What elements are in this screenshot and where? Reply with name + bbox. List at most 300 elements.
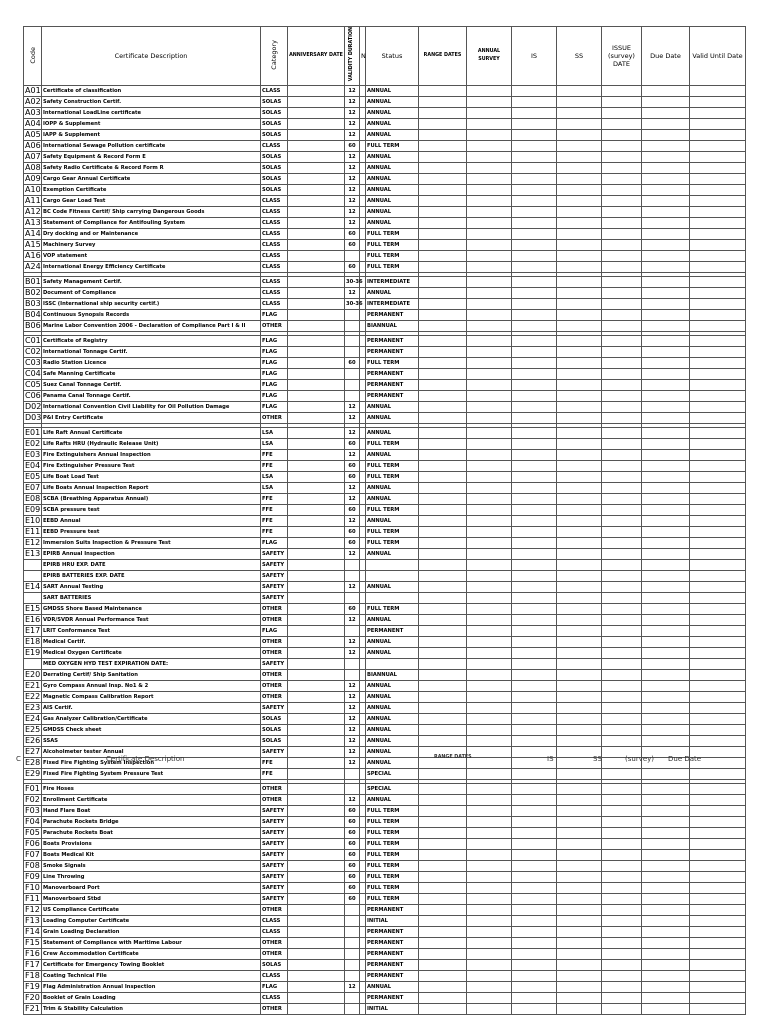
- cell-valid-until[interactable]: [690, 152, 746, 163]
- cell-issue-date[interactable]: [602, 850, 642, 861]
- cell-anniversary[interactable]: [288, 229, 345, 240]
- cell-valid-until[interactable]: [690, 982, 746, 993]
- cell-ss[interactable]: [557, 571, 602, 582]
- cell-issue-date[interactable]: [602, 960, 642, 971]
- cell-valid-until[interactable]: [690, 494, 746, 505]
- cell-ss[interactable]: [557, 299, 602, 310]
- cell-range-dates[interactable]: [419, 402, 467, 413]
- cell-anniversary[interactable]: [288, 571, 345, 582]
- cell-is[interactable]: [512, 604, 557, 615]
- cell-is[interactable]: [512, 615, 557, 626]
- cell-is[interactable]: [512, 839, 557, 850]
- cell-issue-date[interactable]: [602, 358, 642, 369]
- cell-due-date[interactable]: [642, 119, 690, 130]
- cell-annual-survey[interactable]: [467, 1004, 512, 1015]
- cell-issue-date[interactable]: [602, 321, 642, 332]
- cell-valid-until[interactable]: [690, 413, 746, 424]
- cell-is[interactable]: [512, 938, 557, 949]
- cell-range-dates[interactable]: [419, 795, 467, 806]
- cell-valid-until[interactable]: [690, 938, 746, 949]
- cell-ss[interactable]: [557, 648, 602, 659]
- cell-due-date[interactable]: [642, 428, 690, 439]
- cell-range-dates[interactable]: [419, 472, 467, 483]
- cell-anniversary[interactable]: [288, 439, 345, 450]
- cell-is[interactable]: [512, 538, 557, 549]
- cell-ss[interactable]: [557, 310, 602, 321]
- cell-ss[interactable]: [557, 938, 602, 949]
- cell-issue-date[interactable]: [602, 483, 642, 494]
- cell-is[interactable]: [512, 549, 557, 560]
- cell-is[interactable]: [512, 681, 557, 692]
- cell-ss[interactable]: [557, 439, 602, 450]
- cell-range-dates[interactable]: [419, 549, 467, 560]
- cell-annual-survey[interactable]: [467, 97, 512, 108]
- cell-annual-survey[interactable]: [467, 152, 512, 163]
- cell-annual-survey[interactable]: [467, 347, 512, 358]
- cell-valid-until[interactable]: [690, 670, 746, 681]
- cell-range-dates[interactable]: [419, 626, 467, 637]
- cell-anniversary[interactable]: [288, 894, 345, 905]
- cell-anniversary[interactable]: [288, 604, 345, 615]
- cell-due-date[interactable]: [642, 593, 690, 604]
- cell-ss[interactable]: [557, 982, 602, 993]
- cell-valid-until[interactable]: [690, 288, 746, 299]
- cell-range-dates[interactable]: [419, 971, 467, 982]
- cell-is[interactable]: [512, 582, 557, 593]
- cell-issue-date[interactable]: [602, 681, 642, 692]
- cell-anniversary[interactable]: [288, 347, 345, 358]
- cell-annual-survey[interactable]: [467, 505, 512, 516]
- cell-anniversary[interactable]: [288, 828, 345, 839]
- cell-issue-date[interactable]: [602, 516, 642, 527]
- cell-issue-date[interactable]: [602, 560, 642, 571]
- cell-range-dates[interactable]: [419, 86, 467, 97]
- cell-is[interactable]: [512, 736, 557, 747]
- cell-annual-survey[interactable]: [467, 784, 512, 795]
- cell-ss[interactable]: [557, 916, 602, 927]
- cell-annual-survey[interactable]: [467, 850, 512, 861]
- cell-valid-until[interactable]: [690, 850, 746, 861]
- cell-issue-date[interactable]: [602, 347, 642, 358]
- cell-issue-date[interactable]: [602, 152, 642, 163]
- cell-due-date[interactable]: [642, 769, 690, 780]
- cell-valid-until[interactable]: [690, 549, 746, 560]
- cell-valid-until[interactable]: [690, 321, 746, 332]
- cell-issue-date[interactable]: [602, 380, 642, 391]
- cell-due-date[interactable]: [642, 413, 690, 424]
- cell-anniversary[interactable]: [288, 119, 345, 130]
- cell-is[interactable]: [512, 218, 557, 229]
- cell-due-date[interactable]: [642, 391, 690, 402]
- cell-due-date[interactable]: [642, 839, 690, 850]
- cell-anniversary[interactable]: [288, 380, 345, 391]
- cell-ss[interactable]: [557, 494, 602, 505]
- cell-valid-until[interactable]: [690, 703, 746, 714]
- cell-issue-date[interactable]: [602, 251, 642, 262]
- cell-ss[interactable]: [557, 483, 602, 494]
- cell-anniversary[interactable]: [288, 681, 345, 692]
- cell-due-date[interactable]: [642, 714, 690, 725]
- cell-annual-survey[interactable]: [467, 516, 512, 527]
- cell-issue-date[interactable]: [602, 174, 642, 185]
- cell-annual-survey[interactable]: [467, 321, 512, 332]
- cell-range-dates[interactable]: [419, 769, 467, 780]
- cell-range-dates[interactable]: [419, 905, 467, 916]
- cell-annual-survey[interactable]: [467, 130, 512, 141]
- cell-ss[interactable]: [557, 461, 602, 472]
- cell-issue-date[interactable]: [602, 883, 642, 894]
- cell-range-dates[interactable]: [419, 299, 467, 310]
- cell-ss[interactable]: [557, 626, 602, 637]
- cell-is[interactable]: [512, 174, 557, 185]
- cell-issue-date[interactable]: [602, 982, 642, 993]
- cell-due-date[interactable]: [642, 659, 690, 670]
- cell-valid-until[interactable]: [690, 369, 746, 380]
- cell-annual-survey[interactable]: [467, 795, 512, 806]
- cell-range-dates[interactable]: [419, 538, 467, 549]
- cell-anniversary[interactable]: [288, 461, 345, 472]
- cell-is[interactable]: [512, 207, 557, 218]
- cell-valid-until[interactable]: [690, 758, 746, 769]
- cell-is[interactable]: [512, 648, 557, 659]
- cell-due-date[interactable]: [642, 299, 690, 310]
- cell-valid-until[interactable]: [690, 817, 746, 828]
- cell-anniversary[interactable]: [288, 141, 345, 152]
- cell-issue-date[interactable]: [602, 288, 642, 299]
- cell-annual-survey[interactable]: [467, 747, 512, 758]
- cell-valid-until[interactable]: [690, 439, 746, 450]
- cell-ss[interactable]: [557, 894, 602, 905]
- cell-ss[interactable]: [557, 141, 602, 152]
- cell-annual-survey[interactable]: [467, 483, 512, 494]
- cell-ss[interactable]: [557, 670, 602, 681]
- cell-is[interactable]: [512, 450, 557, 461]
- cell-annual-survey[interactable]: [467, 692, 512, 703]
- cell-is[interactable]: [512, 593, 557, 604]
- cell-due-date[interactable]: [642, 861, 690, 872]
- cell-issue-date[interactable]: [602, 108, 642, 119]
- cell-due-date[interactable]: [642, 229, 690, 240]
- cell-anniversary[interactable]: [288, 839, 345, 850]
- cell-issue-date[interactable]: [602, 648, 642, 659]
- cell-annual-survey[interactable]: [467, 659, 512, 670]
- cell-range-dates[interactable]: [419, 839, 467, 850]
- cell-range-dates[interactable]: [419, 982, 467, 993]
- cell-is[interactable]: [512, 141, 557, 152]
- cell-annual-survey[interactable]: [467, 714, 512, 725]
- cell-issue-date[interactable]: [602, 769, 642, 780]
- cell-anniversary[interactable]: [288, 872, 345, 883]
- cell-annual-survey[interactable]: [467, 637, 512, 648]
- cell-ss[interactable]: [557, 369, 602, 380]
- cell-ss[interactable]: [557, 714, 602, 725]
- cell-valid-until[interactable]: [690, 141, 746, 152]
- cell-issue-date[interactable]: [602, 207, 642, 218]
- cell-anniversary[interactable]: [288, 703, 345, 714]
- cell-valid-until[interactable]: [690, 993, 746, 1004]
- cell-valid-until[interactable]: [690, 391, 746, 402]
- cell-range-dates[interactable]: [419, 347, 467, 358]
- cell-annual-survey[interactable]: [467, 736, 512, 747]
- cell-due-date[interactable]: [642, 439, 690, 450]
- cell-anniversary[interactable]: [288, 560, 345, 571]
- cell-range-dates[interactable]: [419, 141, 467, 152]
- cell-annual-survey[interactable]: [467, 461, 512, 472]
- cell-range-dates[interactable]: [419, 593, 467, 604]
- cell-anniversary[interactable]: [288, 692, 345, 703]
- cell-valid-until[interactable]: [690, 795, 746, 806]
- cell-is[interactable]: [512, 560, 557, 571]
- cell-due-date[interactable]: [642, 626, 690, 637]
- cell-anniversary[interactable]: [288, 185, 345, 196]
- cell-range-dates[interactable]: [419, 806, 467, 817]
- cell-valid-until[interactable]: [690, 299, 746, 310]
- cell-due-date[interactable]: [642, 604, 690, 615]
- cell-annual-survey[interactable]: [467, 703, 512, 714]
- cell-due-date[interactable]: [642, 850, 690, 861]
- cell-due-date[interactable]: [642, 905, 690, 916]
- cell-valid-until[interactable]: [690, 207, 746, 218]
- cell-is[interactable]: [512, 960, 557, 971]
- cell-ss[interactable]: [557, 380, 602, 391]
- cell-range-dates[interactable]: [419, 240, 467, 251]
- cell-annual-survey[interactable]: [467, 725, 512, 736]
- cell-range-dates[interactable]: [419, 310, 467, 321]
- cell-is[interactable]: [512, 97, 557, 108]
- cell-annual-survey[interactable]: [467, 369, 512, 380]
- cell-range-dates[interactable]: [419, 358, 467, 369]
- cell-anniversary[interactable]: [288, 971, 345, 982]
- cell-range-dates[interactable]: [419, 380, 467, 391]
- cell-ss[interactable]: [557, 288, 602, 299]
- cell-ss[interactable]: [557, 321, 602, 332]
- cell-ss[interactable]: [557, 784, 602, 795]
- cell-annual-survey[interactable]: [467, 229, 512, 240]
- cell-due-date[interactable]: [642, 218, 690, 229]
- cell-is[interactable]: [512, 949, 557, 960]
- cell-ss[interactable]: [557, 747, 602, 758]
- cell-ss[interactable]: [557, 861, 602, 872]
- cell-issue-date[interactable]: [602, 413, 642, 424]
- cell-issue-date[interactable]: [602, 185, 642, 196]
- cell-range-dates[interactable]: [419, 262, 467, 273]
- cell-due-date[interactable]: [642, 795, 690, 806]
- cell-anniversary[interactable]: [288, 288, 345, 299]
- cell-ss[interactable]: [557, 240, 602, 251]
- cell-issue-date[interactable]: [602, 494, 642, 505]
- cell-due-date[interactable]: [642, 380, 690, 391]
- cell-due-date[interactable]: [642, 516, 690, 527]
- cell-annual-survey[interactable]: [467, 119, 512, 130]
- cell-anniversary[interactable]: [288, 174, 345, 185]
- cell-annual-survey[interactable]: [467, 839, 512, 850]
- cell-is[interactable]: [512, 916, 557, 927]
- cell-is[interactable]: [512, 152, 557, 163]
- cell-range-dates[interactable]: [419, 725, 467, 736]
- cell-annual-survey[interactable]: [467, 806, 512, 817]
- cell-anniversary[interactable]: [288, 196, 345, 207]
- cell-due-date[interactable]: [642, 982, 690, 993]
- cell-range-dates[interactable]: [419, 505, 467, 516]
- cell-annual-survey[interactable]: [467, 527, 512, 538]
- cell-anniversary[interactable]: [288, 758, 345, 769]
- cell-annual-survey[interactable]: [467, 251, 512, 262]
- cell-annual-survey[interactable]: [467, 402, 512, 413]
- cell-range-dates[interactable]: [419, 229, 467, 240]
- cell-valid-until[interactable]: [690, 108, 746, 119]
- cell-ss[interactable]: [557, 681, 602, 692]
- cell-anniversary[interactable]: [288, 207, 345, 218]
- cell-anniversary[interactable]: [288, 927, 345, 938]
- cell-valid-until[interactable]: [690, 769, 746, 780]
- cell-anniversary[interactable]: [288, 637, 345, 648]
- cell-range-dates[interactable]: [419, 527, 467, 538]
- cell-range-dates[interactable]: [419, 461, 467, 472]
- cell-due-date[interactable]: [642, 310, 690, 321]
- cell-annual-survey[interactable]: [467, 277, 512, 288]
- cell-is[interactable]: [512, 850, 557, 861]
- cell-annual-survey[interactable]: [467, 549, 512, 560]
- cell-valid-until[interactable]: [690, 725, 746, 736]
- cell-range-dates[interactable]: [419, 391, 467, 402]
- cell-valid-until[interactable]: [690, 428, 746, 439]
- cell-annual-survey[interactable]: [467, 828, 512, 839]
- cell-is[interactable]: [512, 703, 557, 714]
- cell-ss[interactable]: [557, 196, 602, 207]
- cell-valid-until[interactable]: [690, 163, 746, 174]
- cell-range-dates[interactable]: [419, 883, 467, 894]
- cell-anniversary[interactable]: [288, 538, 345, 549]
- cell-anniversary[interactable]: [288, 369, 345, 380]
- cell-annual-survey[interactable]: [467, 288, 512, 299]
- cell-ss[interactable]: [557, 637, 602, 648]
- cell-issue-date[interactable]: [602, 229, 642, 240]
- cell-is[interactable]: [512, 380, 557, 391]
- cell-annual-survey[interactable]: [467, 872, 512, 883]
- cell-ss[interactable]: [557, 152, 602, 163]
- cell-due-date[interactable]: [642, 883, 690, 894]
- cell-annual-survey[interactable]: [467, 883, 512, 894]
- cell-valid-until[interactable]: [690, 229, 746, 240]
- cell-due-date[interactable]: [642, 461, 690, 472]
- cell-annual-survey[interactable]: [467, 894, 512, 905]
- cell-due-date[interactable]: [642, 758, 690, 769]
- cell-issue-date[interactable]: [602, 428, 642, 439]
- cell-valid-until[interactable]: [690, 380, 746, 391]
- cell-issue-date[interactable]: [602, 196, 642, 207]
- cell-is[interactable]: [512, 1004, 557, 1015]
- cell-range-dates[interactable]: [419, 97, 467, 108]
- cell-valid-until[interactable]: [690, 86, 746, 97]
- cell-due-date[interactable]: [642, 681, 690, 692]
- cell-anniversary[interactable]: [288, 582, 345, 593]
- cell-due-date[interactable]: [642, 538, 690, 549]
- cell-range-dates[interactable]: [419, 251, 467, 262]
- cell-issue-date[interactable]: [602, 971, 642, 982]
- cell-due-date[interactable]: [642, 949, 690, 960]
- cell-is[interactable]: [512, 163, 557, 174]
- cell-range-dates[interactable]: [419, 872, 467, 883]
- cell-ss[interactable]: [557, 703, 602, 714]
- cell-annual-survey[interactable]: [467, 971, 512, 982]
- cell-annual-survey[interactable]: [467, 494, 512, 505]
- cell-annual-survey[interactable]: [467, 428, 512, 439]
- cell-anniversary[interactable]: [288, 97, 345, 108]
- cell-is[interactable]: [512, 637, 557, 648]
- cell-anniversary[interactable]: [288, 659, 345, 670]
- cell-valid-until[interactable]: [690, 196, 746, 207]
- cell-ss[interactable]: [557, 86, 602, 97]
- cell-range-dates[interactable]: [419, 571, 467, 582]
- cell-is[interactable]: [512, 828, 557, 839]
- cell-due-date[interactable]: [642, 806, 690, 817]
- cell-is[interactable]: [512, 982, 557, 993]
- cell-is[interactable]: [512, 229, 557, 240]
- cell-issue-date[interactable]: [602, 703, 642, 714]
- cell-valid-until[interactable]: [690, 615, 746, 626]
- cell-is[interactable]: [512, 725, 557, 736]
- cell-issue-date[interactable]: [602, 927, 642, 938]
- cell-issue-date[interactable]: [602, 299, 642, 310]
- cell-valid-until[interactable]: [690, 97, 746, 108]
- cell-ss[interactable]: [557, 163, 602, 174]
- cell-ss[interactable]: [557, 347, 602, 358]
- cell-is[interactable]: [512, 251, 557, 262]
- cell-range-dates[interactable]: [419, 736, 467, 747]
- cell-is[interactable]: [512, 861, 557, 872]
- cell-anniversary[interactable]: [288, 795, 345, 806]
- cell-annual-survey[interactable]: [467, 938, 512, 949]
- cell-due-date[interactable]: [642, 747, 690, 758]
- cell-is[interactable]: [512, 571, 557, 582]
- cell-is[interactable]: [512, 905, 557, 916]
- cell-anniversary[interactable]: [288, 321, 345, 332]
- cell-valid-until[interactable]: [690, 714, 746, 725]
- cell-issue-date[interactable]: [602, 604, 642, 615]
- cell-annual-survey[interactable]: [467, 472, 512, 483]
- cell-is[interactable]: [512, 894, 557, 905]
- cell-due-date[interactable]: [642, 615, 690, 626]
- cell-issue-date[interactable]: [602, 861, 642, 872]
- cell-anniversary[interactable]: [288, 725, 345, 736]
- cell-ss[interactable]: [557, 806, 602, 817]
- cell-due-date[interactable]: [642, 240, 690, 251]
- cell-due-date[interactable]: [642, 369, 690, 380]
- cell-annual-survey[interactable]: [467, 582, 512, 593]
- cell-due-date[interactable]: [642, 196, 690, 207]
- cell-issue-date[interactable]: [602, 670, 642, 681]
- cell-is[interactable]: [512, 240, 557, 251]
- cell-is[interactable]: [512, 336, 557, 347]
- cell-annual-survey[interactable]: [467, 604, 512, 615]
- cell-anniversary[interactable]: [288, 993, 345, 1004]
- cell-issue-date[interactable]: [602, 747, 642, 758]
- cell-valid-until[interactable]: [690, 262, 746, 273]
- cell-ss[interactable]: [557, 391, 602, 402]
- cell-is[interactable]: [512, 277, 557, 288]
- cell-anniversary[interactable]: [288, 615, 345, 626]
- cell-is[interactable]: [512, 971, 557, 982]
- cell-is[interactable]: [512, 428, 557, 439]
- cell-valid-until[interactable]: [690, 637, 746, 648]
- cell-anniversary[interactable]: [288, 850, 345, 861]
- cell-valid-until[interactable]: [690, 483, 746, 494]
- cell-issue-date[interactable]: [602, 725, 642, 736]
- cell-annual-survey[interactable]: [467, 626, 512, 637]
- cell-due-date[interactable]: [642, 527, 690, 538]
- cell-annual-survey[interactable]: [467, 538, 512, 549]
- cell-anniversary[interactable]: [288, 883, 345, 894]
